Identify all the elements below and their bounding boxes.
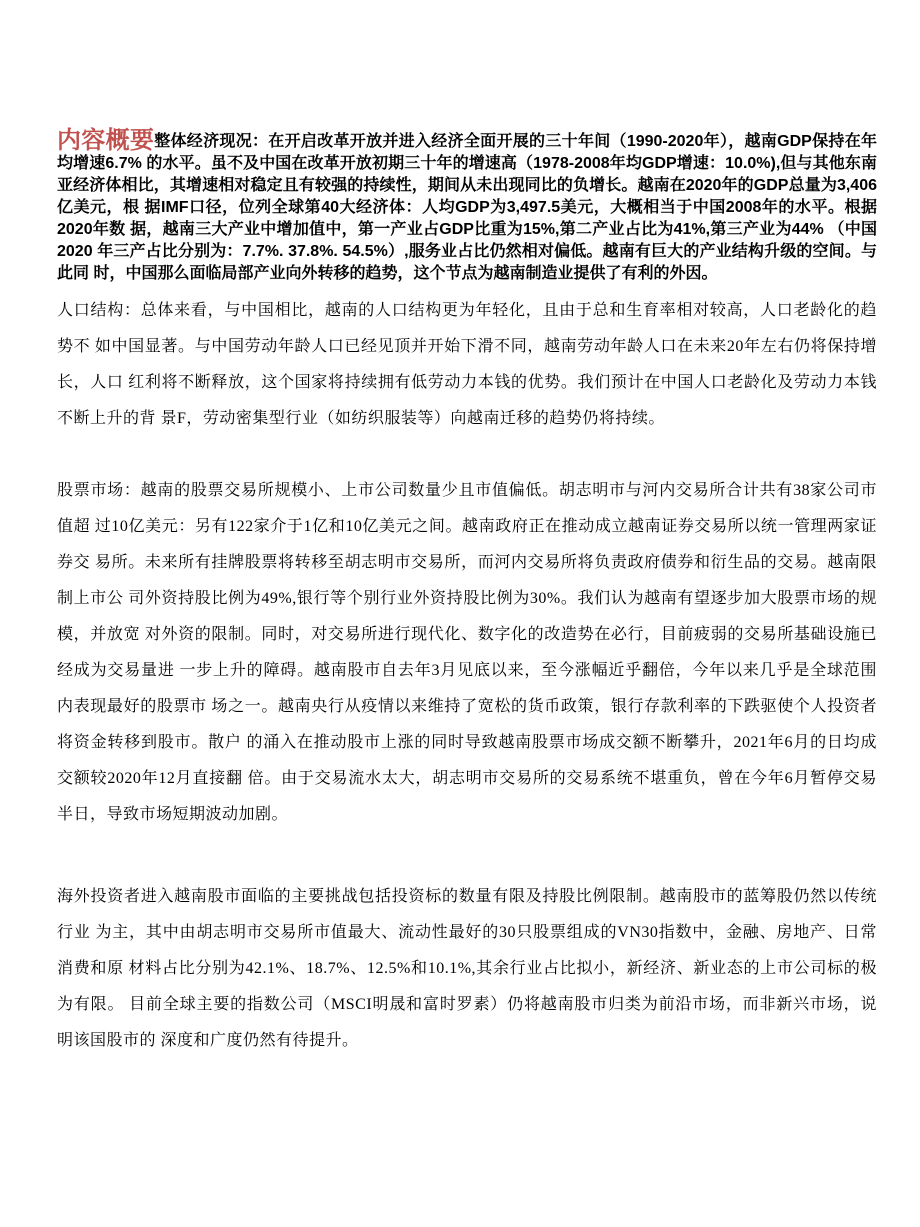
overview-text: 整体经济现况：在开启改革开放并进入经济全面开展的三十年间（1990-2020年），越南GDP保持在年均增速6.7% 的水平。虽不及中国在改革开放初期三十年的增速高（1978-2008年均GDP增速：10.0%),但与其他东南亚经济体相比，其增速相对稳定且有较强的持续性，期间从未出现同比的负增长。越南在2020年的GDP总量为3,406亿美元，根 据IMF口径，位列全球第40大经济体：人均GDP为3,497.5美元，大概相当于中国2008年的水平。根据2020年数 据，越南三大产业中增加值中，第一产业占GDP比重为15%,第二产业占比为41%,第三产业为44% （中国2020 年三产占比分别为：7.7%. 37.8%. 54.5%）,服务业占比仍然相对偏低。越南有巨大的产业结构升级的空间。与此同 时，中国那么面临局部产业向外转移的趋势，这个节点为越南制造业提供了有利的外因。	[57, 133, 877, 282]
paragraph-stock-market: 股票市场：越南的股票交易所规模小、上市公司数量少且市值偏低。胡志明市与河内交易所合计共有38家公司市值超 过10亿美元：另有122家介于1亿和10亿美元之间。越南政府正在推动成立越南证券交易所以统一管理两家证券交 易所。未来所有挂牌股票将转移至胡志明市交易所，而河内交易所将负责政府债券和衍生品的交易。越南限制上市公 司外资持股比例为49%,银行等个别行业外资持股比例为30%。我们认为越南有望逐步加大股票市场的规模，并放宽 对外资的限制。同时，对交易所进行现代化、数字化的改造势在必行，目前疲弱的交易所基础设施已经成为交易量进 一步上升的障碍。越南股市自去年3月见底以来，至今涨幅近乎翻倍，今年以来几乎是全球范围内表现最好的股票市 场之一。越南央行从疫情以来维持了宽松的货币政策，银行存款利率的下跌驱使个人投资者将资金转移到股市。散户 的涌入在推动股市上涨的同时导致越南股票市场成交额不断攀升，2021年6月的日均成交额较2020年12月直接翻 倍。由于交易流水太大，胡志明市交易所的交易系统不堪重负，曾在今年6月暂停交易半日，导致市场短期波动加剧。	[57, 482, 877, 823]
paragraph-foreign-investors: 海外投资者进入越南股市面临的主要挑战包括投资标的数量有限及持股比例限制。越南股市的蓝筹股仍然以传统行业 为主，其中由胡志明市交易所市值最大、流动性最好的30只股票组成的VN30指数中，金融、房地产、日常消费和原 材料占比分别为42.1%、18.7%、12.5%和10.1%,其余行业占比拟小，新经济、新业态的上市公司标的极为有限。 目前全球主要的指数公司（MSCI明晟和富时罗素）仍将越南股市归类为前沿市场，而非新兴市场，说明该国股市的 深度和广度仍然有待提升。	[57, 888, 877, 1049]
paragraph-overview	[57, 130, 877, 285]
document-content	[57, 130, 877, 1059]
paragraph-population: 人口结构：总体来看，与中国相比，越南的人口结构更为年轻化，且由于总和生育率相对较高，人口老龄化的趋势不 如中国显著。与中国劳动年龄人口已经见顶并开始下滑不同，越南劳动年龄人口在未来20年左右仍将保持增长，人口 红利将不断释放，这个国家将持续拥有低劳动力本钱的优势。我们预计在中国人口老龄化及劳动力本钱不断上升的背 景F，劳动密集型行业（如纺织服装等）向越南迁移的趋势仍将持续。	[57, 302, 877, 427]
section-title: 内容概要	[57, 128, 155, 154]
